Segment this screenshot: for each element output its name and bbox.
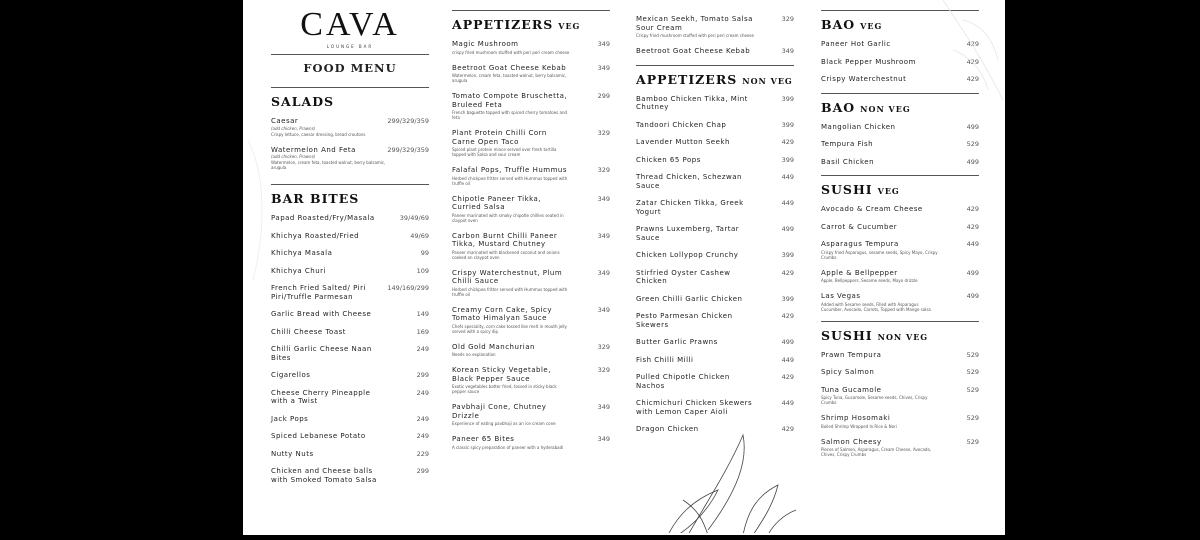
menu-item (271, 214, 429, 223)
section-heading (271, 184, 429, 214)
menu-item-price: 449 (781, 199, 794, 207)
menu-item-price: 529 (966, 437, 979, 446)
menu-item (271, 284, 429, 301)
section-heading-subtitle: VEG (860, 21, 883, 31)
section-heading-title: BAO (821, 99, 856, 115)
menu-item-name: Crispy Waterchestnut, Plum Chilli Sauce (452, 268, 563, 285)
menu-item (452, 195, 610, 223)
section-appveg (452, 10, 610, 450)
menu-item-price: 249 (416, 432, 429, 440)
menu-item (271, 267, 429, 276)
section-heading-subtitle: NON VEG (860, 103, 911, 114)
menu-item-price: 399 (781, 251, 794, 259)
menu-item (271, 345, 429, 362)
menu-item (271, 467, 429, 484)
menu-item-note: (add chicken, Prawns) (271, 125, 316, 131)
menu-item-price: 329 (597, 129, 610, 137)
menu-item (636, 47, 794, 56)
menu-item (452, 129, 610, 157)
brand-name: CAVA (300, 6, 400, 43)
menu-item (271, 232, 429, 241)
menu-item-price: 499 (781, 225, 794, 233)
menu-item-price: 299/329/359 (387, 145, 429, 154)
menu-item-name: Spiced Lebanese Potato (271, 432, 366, 440)
menu-item-price: 429 (966, 222, 979, 231)
menu-item (636, 356, 794, 365)
menu-item-price: 429 (966, 40, 979, 48)
menu-item-price: 149/169/299 (387, 284, 429, 292)
menu-item (271, 310, 429, 319)
menu-item-name: Chipotle Paneer Tikka, Curried Salsa (452, 194, 542, 211)
menu-item-name: Chicken Lollypop Crunchy (636, 251, 739, 259)
menu-item-price: 349 (597, 231, 610, 240)
menu-item-name: Tandoori Chicken Chap (636, 120, 727, 129)
menu-item-name: Tuna Gucamole (821, 385, 882, 394)
menu-item-name: Shrimp Hosomaki (821, 414, 891, 422)
menu-item-price: 529 (966, 368, 979, 376)
menu-item (271, 249, 429, 258)
menu-item-name: Fish Chilli Milli (636, 355, 694, 364)
menu-item (452, 366, 610, 394)
menu-item (452, 64, 610, 84)
menu-item-price: 529 (966, 385, 979, 394)
menu-column-3 (636, 15, 794, 443)
menu-item (636, 173, 794, 190)
menu-item-name: Khichya Masala (271, 249, 333, 257)
menu-item-price: 149 (416, 310, 429, 318)
menu-item-price: 349 (597, 40, 610, 48)
menu-item-price: 429 (781, 425, 794, 433)
menu-item (636, 121, 794, 130)
section-heading-title: APPETIZERS (452, 17, 554, 32)
menu-item-name: Asparagus Tempura (821, 240, 899, 248)
brand-logo (271, 8, 429, 49)
menu-item-price: 329 (781, 15, 794, 23)
menu-item-name: Chicken 65 Pops (636, 155, 701, 164)
menu-item-name: Avocado & Cream Cheese (821, 205, 923, 213)
section-heading-subtitle: VEG (558, 21, 581, 31)
menu-item-price: 349 (597, 268, 610, 277)
brand-tagline: LOUNGE BAR (326, 44, 374, 49)
menu-item-name: Plant Protein Chilli Corn Carne Open Taco (452, 129, 547, 146)
page-bottom-rule (243, 533, 1005, 535)
menu-item (636, 15, 794, 38)
section-appnonveg (636, 65, 794, 434)
menu-item-description: Watermelon, cream feta, toasted walnut, berry balsamic, arugula (452, 73, 567, 83)
menu-item-name: Zatar Chicken Tikka, Greek Yogurt (636, 199, 744, 216)
menu-item-description: Experience of eating pavbhaji as an ice cream cone (452, 421, 556, 426)
menu-item-price: 39/49/69 (399, 214, 429, 222)
menu-column-2 (452, 10, 610, 459)
menu-item-price: 329 (597, 366, 610, 374)
menu-item-price: 299 (597, 92, 610, 100)
menu-item (636, 373, 794, 390)
menu-item (452, 403, 610, 426)
menu-item-name: Khichya Roasted/Fried (271, 231, 360, 240)
menu-item-price: 399 (781, 94, 794, 103)
menu-item (821, 292, 979, 312)
menu-item-description: Pieces of Salmon, Asparagus, Cream Cheese, Avocado, Chives, Crispy Crumbs (821, 447, 932, 457)
menu-item-name: Garlic Bread with Cheese (271, 310, 372, 318)
menu-title: FOOD MENU (271, 54, 429, 75)
section-heading-subtitle: NON VEG (877, 331, 929, 342)
menu-item-description: French baguette topped with spiced cherry tomatoes and feta (452, 110, 568, 120)
menu-item-name: Carrot & Cucumber (821, 222, 898, 231)
menu-item (821, 140, 979, 149)
menu-item (636, 295, 794, 304)
menu-item-price: 449 (781, 173, 794, 181)
menu-item-price: 229 (416, 449, 429, 458)
menu-item-name: Spicy Salmon (821, 368, 875, 376)
menu-item-name: Old Gold Manchurian (452, 342, 535, 351)
menu-item-name: Korean Sticky Vegetable, Black Pepper Sauce (452, 366, 551, 383)
menu-item-name: Butter Garlic Prawns (636, 338, 718, 346)
menu-item-price: 329 (597, 342, 610, 351)
menu-item-description: crispy fried mushroom stuffed with peri peri cream cheese (452, 49, 570, 55)
menu-item (452, 40, 610, 55)
menu-item (452, 166, 610, 186)
menu-item (452, 435, 610, 450)
menu-item (821, 351, 979, 360)
menu-item (636, 225, 794, 242)
menu-item-price: 349 (597, 305, 610, 314)
menu-item-price: 429 (781, 312, 794, 320)
menu-item-name: Papad Roasted/Fry/Masala (271, 214, 375, 222)
section-heading (271, 87, 429, 117)
menu-item-price: 529 (966, 350, 979, 359)
menu-item (821, 269, 979, 284)
menu-item-description: Paneer marinated with smoky chipotle chillies seated in claypot oven (452, 212, 564, 223)
menu-item-price: 349 (597, 403, 610, 411)
section-heading-title: SUSHI (821, 182, 873, 197)
menu-item (821, 158, 979, 167)
menu-item (452, 269, 610, 297)
section-barbites (271, 184, 429, 484)
menu-item (821, 368, 979, 377)
menu-page (243, 0, 1005, 533)
menu-item-price: 349 (781, 47, 794, 55)
menu-item-name: Chilli Garlic Cheese Naan Bites (271, 345, 372, 362)
menu-item (821, 414, 979, 429)
section-heading-subtitle: VEG (877, 186, 900, 196)
section-heading (821, 321, 979, 351)
menu-item-name: Green Chilli Garlic Chicken (636, 294, 743, 303)
menu-item-price: 299 (416, 467, 429, 475)
menu-item-name: Chicken and Cheese balls with Smoked Tomato Salsa (271, 467, 377, 484)
menu-item (271, 146, 429, 171)
leaf-illustration-faint (933, 0, 1005, 110)
menu-item-price: 429 (781, 373, 794, 381)
menu-item-name: Tomato Compote Bruschetta, Bruleed Feta (452, 92, 568, 109)
section-heading-title: SALADS (271, 94, 335, 109)
menu-item-name: Khichya Churi (271, 266, 326, 275)
menu-item (636, 199, 794, 216)
menu-item-name: Salmon Cheesy (821, 437, 882, 446)
menu-item (636, 251, 794, 260)
menu-item-name: Cheese Cherry Pineapple with a Twist (271, 388, 371, 405)
menu-item-price: 49/69 (410, 231, 429, 240)
menu-item-description: Watermelon, cream feta, toasted walnut, berry balsamic, arugula (271, 160, 386, 170)
menu-item-name: Cigarellos (271, 371, 311, 379)
menu-item (452, 343, 610, 358)
menu-item-description: Apple, Bellpeppers, Sesame seeds, Mayo drizzle (821, 278, 918, 283)
section-sushiveg (821, 175, 979, 312)
menu-item-description: Exotic vegetables batter fried, tossed in sticky black pepper sauce (452, 384, 557, 394)
menu-item-price: 299 (416, 371, 429, 379)
menu-item-name: Thread Chicken, Schezwan Sauce (636, 173, 742, 190)
menu-item-name: Tempura Fish (821, 140, 874, 148)
menu-item-description: Herbed chickpea fritter served with Hummus topped with truffle oil (452, 175, 568, 186)
menu-item-name: French Fried Salted/ Piri Piri/Truffle Parmesan (271, 284, 366, 301)
section-heading-title: BAO (821, 17, 856, 32)
menu-item-price: 169 (416, 327, 429, 336)
menu-item-name: Caesar (271, 117, 299, 125)
menu-item-price: 529 (966, 414, 979, 422)
menu-item (271, 371, 429, 380)
menu-item (452, 92, 610, 120)
section-sushinonveg (821, 321, 979, 458)
menu-item-name: Dragon Chicken (636, 425, 699, 433)
section-heading-subtitle: NON VEG (742, 75, 793, 86)
menu-item (636, 95, 794, 112)
menu-item (271, 117, 429, 137)
menu-item-price: 449 (966, 240, 979, 248)
section-heading-title: BAR BITES (271, 191, 360, 206)
menu-item-name: Stirfried Oyster Cashew Chicken (636, 268, 731, 285)
menu-item-price: 329 (597, 166, 610, 174)
menu-item-description: Added with Sesame seeds, Filled with Asparagus Cucumber, Avocado, Carrots, Topped with Mango salsa (821, 301, 931, 312)
section-heading-title: APPETIZERS (636, 71, 738, 87)
menu-item-name: Paneer Hot Garlic (821, 40, 891, 48)
menu-item-name: Jack Pops (271, 414, 309, 423)
menu-item-description: Crispy fried mushroom stuffed with peri peri cream cheese (636, 33, 754, 38)
menu-item (452, 232, 610, 260)
menu-item-price: 499 (966, 122, 979, 131)
menu-item-name: Basil Chicken (821, 157, 875, 166)
menu-item-name: Pulled Chipotle Chicken Nachos (636, 373, 730, 390)
menu-item-price: 249 (416, 388, 429, 397)
menu-item-name: Apple & Bellpepper (821, 268, 898, 277)
menu-item-price: 499 (966, 157, 979, 166)
section-heading (636, 65, 794, 95)
menu-item-description: Chefs speciality, corn cake tossed like melt in mouth jelly served with a spicy dip (452, 323, 567, 334)
menu-item (636, 312, 794, 329)
menu-item-name: Chicmichuri Chicken Skewers with Lemon Caper Aioli (636, 399, 753, 416)
menu-item-price: 399 (781, 120, 794, 129)
menu-item-name: Beetroot Goat Cheese Kebab (452, 63, 567, 72)
menu-item-name: Paneer 65 Bites (452, 435, 515, 443)
menu-item-name: Falafal Pops, Truffle Hummus (452, 166, 568, 174)
menu-item-description: Herbed chickpea fritter served with Hummus topped with truffle oil (452, 286, 568, 297)
menu-item-price: 349 (597, 63, 610, 72)
menu-item-name: Crispy Waterchestnut (821, 75, 907, 83)
section-heading-title: SUSHI (821, 327, 873, 343)
menu-item-name: Pesto Parmesan Chicken Skewers (636, 312, 733, 329)
menu-item (821, 438, 979, 458)
menu-item (636, 338, 794, 347)
menu-item-description: Paneer marinated with blackened coconut and onions cooked on claypot oven (452, 249, 560, 260)
menu-item-description: Spicy Tuna, Gucamole, Sesame seeds, Chives, Crispy Crumbs (821, 395, 928, 405)
menu-item-name: Prawns Luxemberg, Tartar Sauce (636, 225, 740, 242)
menu-item (271, 389, 429, 406)
menu-item-price: 399 (781, 294, 794, 303)
menu-item (636, 269, 794, 286)
menu-item-price: 449 (781, 399, 794, 407)
menu-item-price: 429 (966, 75, 979, 83)
menu-item-name: Las Vegas (821, 292, 861, 300)
menu-item-description: Spiced plant protein mince served over fresh tortilla topped with Salsa and sour cream (452, 147, 557, 157)
menu-item-price: 99 (420, 249, 429, 257)
leaf-illustration (648, 430, 798, 533)
menu-item-price: 499 (966, 292, 979, 300)
menu-item (821, 123, 979, 132)
menu-item-name: Black Pepper Mushroom (821, 57, 916, 66)
menu-item-name: Watermelon And Feta (271, 145, 356, 154)
menu-item-description: Boiled Shrimp Wrapped In Rice & Nori (821, 423, 897, 429)
menu-item-name: Bamboo Chicken Tikka, Mint Chutney (636, 94, 748, 111)
menu-item-name: Nutty Nuts (271, 449, 314, 458)
menu-item-note: (add chicken, Prawns) (271, 154, 316, 159)
menu-item (821, 205, 979, 214)
section-col3top (636, 15, 794, 56)
section-heading (452, 10, 610, 40)
section-heading (821, 175, 979, 205)
menu-item-description: Needs no explanation (452, 352, 496, 357)
menu-item-description: Crispy lettuce, caesar dressing, bread croutons (271, 131, 366, 137)
menu-item-price: 429 (966, 205, 979, 213)
menu-item-name: Mexican Seekh, Tomato Salsa Sour Cream (636, 15, 753, 32)
menu-item-price: 349 (597, 435, 610, 443)
menu-item-price: 349 (597, 194, 610, 203)
menu-item-description: A classic spicy preparation of paneer with a hyderabadi (452, 444, 564, 450)
menu-item-price: 499 (781, 338, 794, 346)
menu-item-price: 429 (781, 268, 794, 277)
menu-item (821, 240, 979, 260)
menu-item (636, 156, 794, 165)
menu-item-name: Magic Mushroom (452, 40, 519, 48)
menu-item (271, 328, 429, 337)
menu-item (636, 138, 794, 147)
menu-item-price: 299/329/359 (387, 117, 429, 125)
menu-item (271, 432, 429, 441)
menu-item (271, 415, 429, 424)
menu-item-price: 499 (966, 268, 979, 277)
menu-item-price: 429 (781, 138, 794, 146)
menu-item-name: Prawn Tempura (821, 350, 882, 359)
menu-item-name: Carbon Burnt Chilli Paneer Tikka, Mustard Chutney (452, 231, 558, 248)
menu-item-name: Lavender Mutton Seekh (636, 138, 730, 146)
menu-item (821, 223, 979, 232)
section-salads (271, 87, 429, 170)
menu-item (452, 306, 610, 334)
menu-item-name: Mangolian Chicken (821, 122, 896, 131)
menu-item (821, 386, 979, 406)
menu-item (636, 399, 794, 416)
leaf-illustration-faint-left (248, 130, 273, 290)
menu-item-name: Creamy Corn Cake, Spicy Tomato Himalyan Sauce (452, 305, 553, 322)
menu-item (271, 450, 429, 459)
menu-item-price: 449 (781, 355, 794, 364)
menu-item-price: 249 (416, 345, 429, 353)
menu-item-price: 529 (966, 140, 979, 148)
menu-item-name: Chilli Cheese Toast (271, 327, 346, 336)
menu-item-price: 429 (966, 57, 979, 66)
menu-item-price: 399 (781, 155, 794, 164)
menu-item-price: 109 (416, 266, 429, 275)
menu-item-name: Beetroot Goat Cheese Kebab (636, 47, 751, 55)
menu-column-1 (271, 0, 429, 493)
menu-item-price: 249 (416, 414, 429, 423)
menu-item-name: Pavbhaji Cone, Chutney Drizzle (452, 403, 547, 420)
menu-item-description: Crispy fried Asparagus, sesame seeds, Spicy Mayo, Crispy Crumbs (821, 249, 938, 260)
